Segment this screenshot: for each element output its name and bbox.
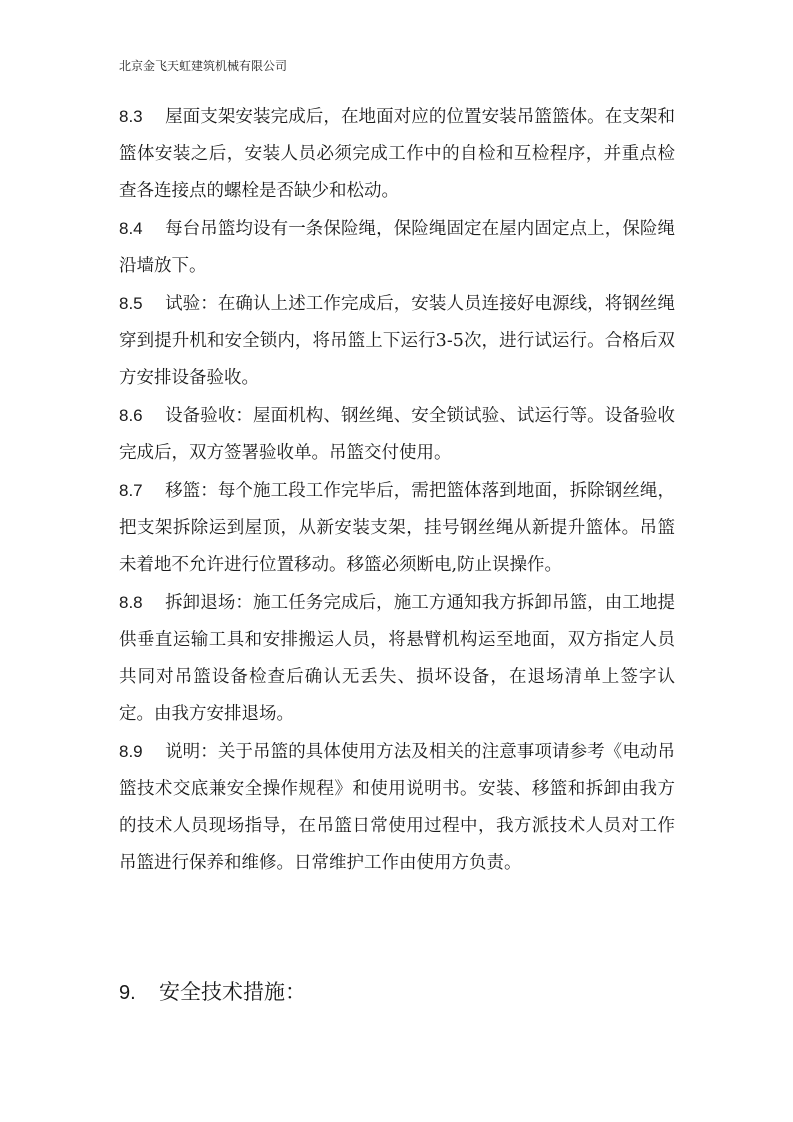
section-number: 9. [119, 982, 136, 1004]
item-text: 说明：关于吊篮的具体使用方法及相关的注意事项请参考《电动吊篮技术交底兼安全操作规程》和使用说明书。安装、移篮和拆卸由我方的技术人员现场指导，在吊篮日常使用过程中，我方派技术人员对工作吊篮进行保养和维修。日常维护工作由使用方负责。 [119, 742, 675, 873]
item-number: 8.6 [119, 406, 143, 425]
paragraph-8-6 [119, 397, 675, 472]
paragraph-8-7 [119, 472, 675, 584]
item-text: 每台吊篮均设有一条保险绳，保险绳固定在屋内固定点上，保险绳沿墙放下。 [119, 219, 675, 276]
section-heading [119, 972, 306, 1013]
paragraph-8-9 [119, 733, 675, 882]
item-text: 拆卸退场：施工任务完成后，施工方通知我方拆卸吊篮，由工地提供垂直运输工具和安排搬运人员，将悬臂机构运至地面，双方指定人员共同对吊篮设备检查后确认无丢失、损坏设备，在退场清单上签字认定。由我方安排退场。 [119, 593, 675, 724]
item-number: 8.8 [119, 593, 143, 612]
paragraph-8-8 [119, 584, 675, 733]
item-text: 设备验收：屋面机构、钢丝绳、安全锁试验、试运行等。设备验收完成后，双方签署验收单。吊篮交付使用。 [119, 406, 675, 463]
item-text: 屋面支架安装完成后，在地面对应的位置安装吊篮篮体。在支架和篮体安装之后，安装人员必须完成工作中的自检和互检程序，并重点检查各连接点的螺栓是否缺少和松动。 [119, 107, 675, 201]
item-number: 8.5 [119, 294, 143, 313]
item-text: 移篮：每个施工段工作完毕后，需把篮体落到地面，拆除钢丝绳，把支架拆除运到屋顶，从新安装支架，挂号钢丝绳从新提升篮体。吊篮未着地不允许进行位置移动。移篮必须断电,防止误操作。 [119, 481, 675, 575]
document-body [119, 98, 675, 882]
item-number: 8.4 [119, 219, 143, 238]
paragraph-8-4 [119, 210, 675, 285]
page-header-company: 北京金飞天虹建筑机械有限公司 [119, 59, 288, 73]
item-text: 试验：在确认上述工作完成后，安装人员连接好电源线，将钢丝绳穿到提升机和安全锁内，将吊篮上下运行3-5次，进行试运行。合格后双方安排设备验收。 [119, 294, 675, 388]
item-number: 8.7 [119, 481, 143, 500]
section-title: 安全技术措施： [159, 980, 306, 1004]
item-number: 8.9 [119, 742, 143, 761]
paragraph-8-3 [119, 98, 675, 210]
paragraph-8-5 [119, 285, 675, 397]
item-number: 8.3 [119, 107, 143, 126]
